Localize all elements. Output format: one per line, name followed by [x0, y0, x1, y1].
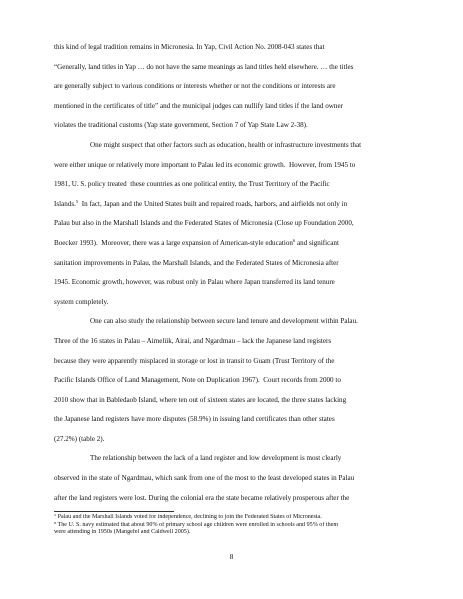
text-line: because they were apparently misplaced in storage or lost in transit to Guam (Trust Territory of the: [54, 356, 335, 365]
text-line: [54, 195, 409, 215]
footnote: [54, 522, 414, 530]
footnote-reference[interactable]: 5: [75, 198, 79, 204]
text-line: Three of the 16 states in Palau – Aimeliik, Airai, and Ngardmau – lack the Japanese land registers: [54, 336, 332, 345]
text-line: The relationship between the lack of a land register and low development is most clearly: [90, 454, 342, 463]
text-line: were either unique or relatively more important to Palau led its economic growth. However, from 1945 to: [54, 160, 356, 169]
text-line: 1945. Economic growth, however, was robust only in Palau where Japan transferred its land tenure: [54, 278, 335, 287]
footnote-mark: 5: [54, 514, 57, 517]
paragraph: [54, 312, 409, 449]
text-line: (27.2%) (table 2).: [54, 434, 105, 443]
text-line: are generally subject to various conditions or interests whether or not the conditions or interests are: [54, 82, 336, 91]
text-line: mentioned in the certificates of title” and the municipal judges can nullify land titles if the land owner: [54, 101, 343, 110]
text-line: this kind of legal tradition remains in Micronesia. In Yap, Civil Action No. 2008-043 states that: [54, 43, 325, 51]
footnote-continuation: were attending in 1950s (Mangefel and Caldwell 2005).: [54, 529, 191, 536]
text-segment: Islands.: [54, 199, 76, 208]
text-line: 1981, U. S. policy treated these countries as one political entity, the Trust Territory of the Pacific: [54, 180, 330, 189]
page-number: 8: [229, 552, 234, 561]
paragraph: [54, 38, 409, 136]
footnote-mark: 6: [54, 521, 57, 525]
text-line: One can also study the relationship between secure land tenure and development within Palau.: [90, 317, 358, 326]
footnote-text: The U. S. navy estimated that about 90% of primary school age children were enrolled in schools and 95% of them: [57, 521, 339, 528]
text-line: One might suspect that other factors such as education, health or infrastructure investments that: [90, 140, 362, 149]
paragraph: [54, 136, 409, 312]
paragraph: [54, 449, 409, 508]
text-line: sanitation improvements in Palau, the Marshall Islands, and the Federated States of Micronesia after: [54, 258, 339, 267]
text-line: Palau but also in the Marshall Islands and the Federated States of Micronesia (Close up Foundation 2000,: [54, 219, 354, 228]
text-line: “Generally, land titles in Yap … do not have the same meanings as land titles held elsewhere. … the titles: [54, 62, 354, 71]
text-segment: and significant: [295, 238, 339, 247]
text-line: violates the traditional customs (Yap state government, Section 7 of Yap State Law 2-38).: [54, 121, 308, 130]
footnote: [54, 514, 414, 522]
footnote-text: Palau and the Marshall Islands voted for independence, declining to join the Federated States of Micronesia.: [57, 514, 322, 520]
text-line: 2010 show that in Babledaob Island, where ten out of sixteen states are located, the three states lacking: [54, 395, 347, 404]
text-line: observed in the state of Ngardmau, which sank from one of the most to the least developed states in Palau: [54, 474, 355, 483]
footnotes: [54, 514, 414, 537]
text-line: after the land registers were lost. During the colonial era the state became relatively prosperous after the: [54, 493, 350, 502]
body-text: [54, 38, 409, 508]
text-segment: In fact, Japan and the United States built and repaired roads, harbors, and airfields not only in: [78, 199, 348, 208]
footnote-reference[interactable]: 6: [292, 237, 296, 243]
text-line: [54, 234, 409, 254]
footnote-separator: [54, 511, 174, 512]
text-line: Pacific Islands Office of Land Management, Note on Duplication 1967). Court records from 2000 to: [54, 376, 341, 385]
text-segment: Boecker 1993). Moreover, there was a large expansion of American-style education: [54, 238, 293, 247]
text-line: the Japanese land registers have more disputes (58.9%) in issuing land certificates than other states: [54, 415, 335, 424]
text-line: system completely.: [54, 297, 109, 306]
